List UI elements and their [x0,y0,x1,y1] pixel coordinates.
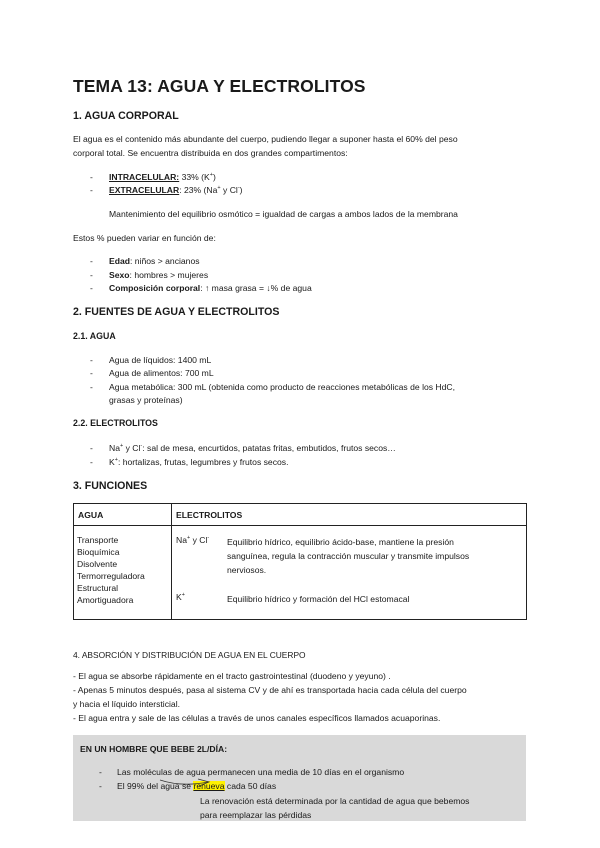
intracelular-item [109,172,216,182]
extracelular-value: : 23% (Na [179,185,218,195]
bullet-dash: - [90,256,93,266]
bullet-dash: - [90,172,93,182]
electrolyte-na-item [109,443,396,453]
agua-functions-cell [74,526,172,620]
absorption-line: - El agua se absorbe rápidamente en el tracto gastrointestinal (duodeno y yeyuno) . [73,671,391,681]
table-header-agua [74,504,172,526]
highlighted-word: renueva [193,781,225,791]
bullet-dash: - [99,781,102,791]
na-function-line: nerviosos. [227,565,267,575]
ion-na: Na [176,535,187,545]
function-item: Estructural [77,583,119,593]
k-charge: + [181,592,185,599]
factor-label: Edad [109,256,131,266]
bullet-dash: - [90,457,93,467]
page-title: TEMA 13: AGUA Y ELECTROLITOS [73,76,366,96]
electrolyte-sources: : hortalizas, frutas, legumbres y frutos secos. [117,457,289,467]
electrolyte-k-item [109,457,288,467]
section-3-heading: 3. FUNCIONES [73,480,148,492]
na-charge: + [187,535,191,542]
k-charge: + [209,172,213,179]
function-item: Bioquímica [77,547,120,557]
summary-text: cada 50 días [224,781,277,791]
ion-cl: y Cl [190,535,208,545]
vary-intro: Estos % pueden variar en función de: [73,233,216,243]
bullet-dash: - [90,368,93,378]
functions-table [73,503,527,620]
cl-charge: - [207,535,210,542]
ion-k: K [109,457,115,467]
water-source-item: Agua metabólica: 300 mL (obtenida como producto de reacciones metabólicas de los HdC, [109,382,456,392]
function-item: Termorreguladora [77,571,145,581]
factor-text: : niños > ancianos [130,256,200,266]
summary-box-heading: EN UN HOMBRE QUE BEBE 2L/DÍA: [80,744,228,754]
factor-item [109,256,200,266]
na-charge: + [120,443,124,450]
na-cl-label [176,535,209,545]
section-2-heading: 2. FUENTES DE AGUA Y ELECTROLITOS [73,306,280,318]
absorption-line: - Apenas 5 minutos después, pasa al sistema CV y de ahí es transportada hacia cada célula del cuerpo [73,685,467,695]
section-1-heading: 1. AGUA CORPORAL [73,110,179,122]
bullet-dash: - [90,270,93,280]
subsection-agua: 2.1. AGUA [73,331,116,341]
summary-text: El 99% del agua se [117,781,194,791]
water-source-item-cont: grasas y proteínas) [109,395,183,405]
intro-line-2: corporal total. Se encuentra distribuida en dos grandes compartimentos: [73,148,348,158]
summary-item: Las moléculas de agua permanecen una media de 10 días en el organismo [117,767,405,777]
bullet-dash: - [90,283,93,293]
na-function-line: Equilibrio hídrico, equilibrio ácido-base, mantiene la presión [227,537,454,547]
bullet-dash: - [90,185,93,195]
na-charge: + [217,185,221,192]
ion-k: K [176,592,182,602]
intracelular-close: ) [212,172,216,182]
k-charge: + [114,457,118,464]
annotation-arrow-mark [158,770,213,796]
intracelular-value: 33% (K [179,172,210,182]
absorption-line: y hacia el líquido intersticial. [73,699,180,709]
factor-text: : hombres > mujeres [129,270,209,280]
extracelular-label: EXTRACELULAR [109,185,180,195]
bullet-dash: - [90,382,93,392]
summary-note-line: para reemplazar las pérdidas [200,810,312,820]
extracelular-mid: y Cl [220,185,238,195]
function-item: Transporte [77,535,119,545]
section-4-heading: 4. ABSORCIÓN Y DISTRIBUCIÓN DE AGUA EN EL CUERPO [73,650,306,660]
bullet-dash: - [90,443,93,453]
factor-label: Composición corporal [109,283,201,293]
ion-na: Na [109,443,120,453]
table-header-electrolitos [172,504,527,526]
cl-charge: - [140,443,143,450]
intracelular-label: INTRACELULAR: [109,172,180,182]
header-label: ELECTROLITOS [176,510,243,520]
electrolitos-functions-cell [172,526,527,620]
k-label [176,592,185,602]
absorption-line: - El agua entra y sale de las células a través de unos canales específicos llamados acuaporinas. [73,713,441,723]
header-label: AGUA [78,510,104,520]
k-function-text: Equilibrio hídrico y formación del HCl estomacal [227,594,410,604]
factor-text: : ↑ masa grasa = ↓% de agua [200,283,312,293]
intro-line-1: El agua es el contenido más abundante del cuerpo, pudiendo llegar a suponer hasta el 60% del peso [73,134,458,144]
water-source-item: Agua de alimentos: 700 mL [109,368,214,378]
bullet-dash: - [99,767,102,777]
cl-charge: - [237,185,240,192]
ion-cl: y Cl [123,443,141,453]
extracelular-close: ) [239,185,243,195]
function-item: Amortiguadora [77,595,134,605]
extracelular-item [109,185,243,195]
factor-item [109,283,312,293]
osmotic-note: Mantenimiento del equilibrio osmótico = igualdad de cargas a ambos lados de la membrana [109,209,458,219]
na-function-line: sanguínea, regula la contracción muscular y transmite impulsos [227,551,470,561]
summary-note-line: La renovación está determinada por la cantidad de agua que bebemos [200,796,470,806]
electrolyte-sources: : sal de mesa, encurtidos, patatas fritas, embutidos, frutos secos… [142,443,396,453]
function-item: Disolvente [77,559,118,569]
bullet-dash: - [90,355,93,365]
factor-label: Sexo [109,270,130,280]
subsection-electrolitos: 2.2. ELECTROLITOS [73,418,158,428]
factor-item [109,270,208,280]
water-source-item: Agua de líquidos: 1400 mL [109,355,212,365]
